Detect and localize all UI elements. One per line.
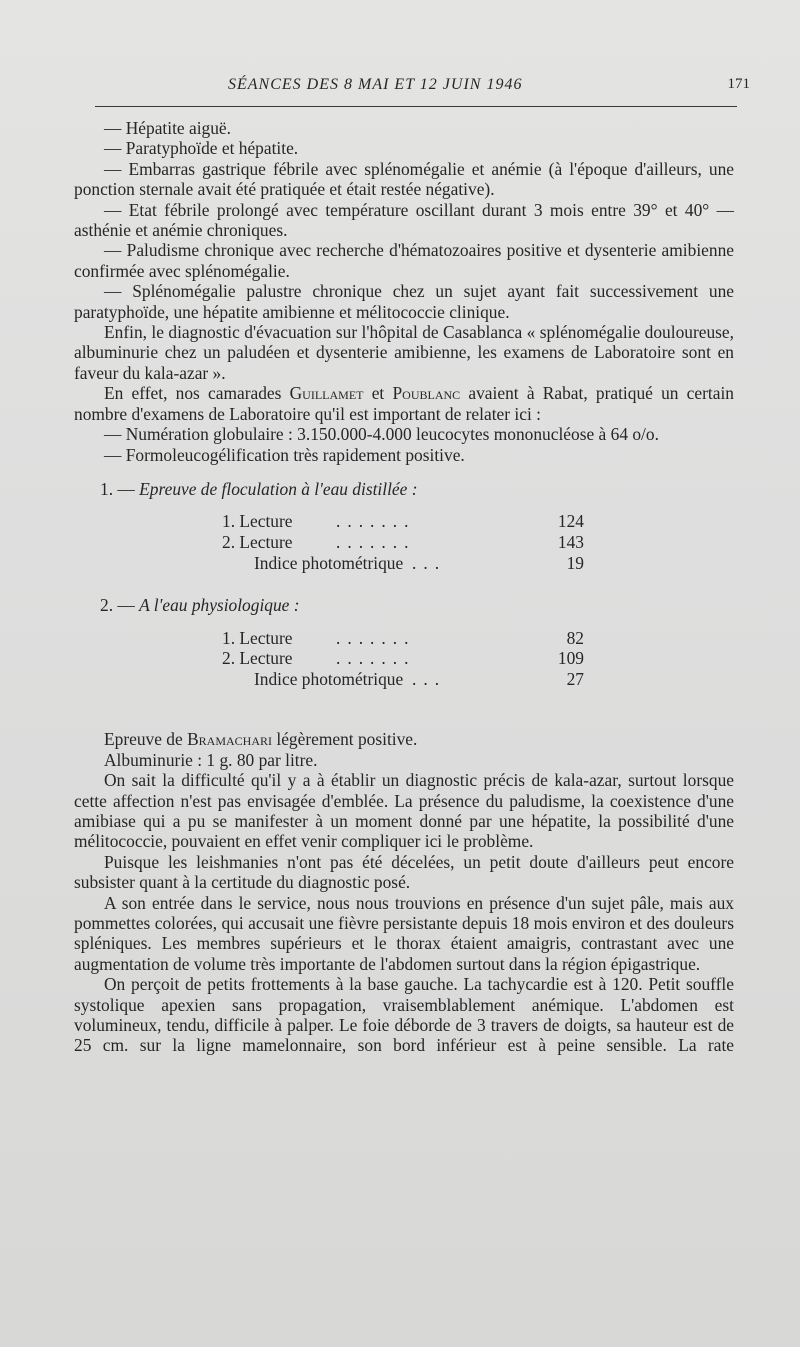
results-table-1 xyxy=(74,511,734,573)
paragraph: — Formoleucogélification très rapidement positive. xyxy=(104,444,465,465)
results-table-2 xyxy=(74,628,734,690)
text-run: légèrement positive. xyxy=(272,729,418,750)
row-value: 124 xyxy=(557,511,584,532)
header-title: SÉANCES DES 8 MAI ET 12 JUIN 1946 xyxy=(228,76,523,93)
leader-dots: ....... xyxy=(336,648,416,669)
paragraph-en-effet xyxy=(74,383,734,424)
leader-dots: ... xyxy=(412,668,447,689)
leader-dots: ....... xyxy=(336,627,416,648)
section-title: A l'eau physiologique : xyxy=(139,595,300,616)
table-row xyxy=(74,532,734,553)
row-label: 1. Lecture xyxy=(222,511,293,532)
paragraph: — Hépatite aiguë. xyxy=(104,118,231,138)
section-dash: — xyxy=(117,595,135,616)
row-label: 1. Lecture xyxy=(222,627,293,648)
row-value: 19 xyxy=(566,552,584,573)
leader-dots: ....... xyxy=(336,531,416,552)
body-text xyxy=(74,118,734,1056)
section-title: Epreuve de floculation à l'eau distillée : xyxy=(139,478,418,499)
running-header xyxy=(90,74,750,104)
row-label: 2. Lecture xyxy=(222,531,293,552)
text-run: Epreuve de xyxy=(104,729,188,750)
paragraph: A son entrée dans le service, nous nous trouvions en présence d'un sujet pâle, mais aux pommettes colorées, qui accusait une fièvre persistante depuis 18 mois environ et des douleurs spléniques. Les membres supérieurs et le thorax étaient amaigris, contrastant avec une augmentation de volume très importante de l'abdomen surtout dans la région épigastrique. xyxy=(74,892,734,974)
row-label: Indice photométrique xyxy=(254,552,404,573)
spacer xyxy=(74,689,734,729)
paragraph: — Paludisme chronique avec recherche d'hématozoaires positive et dysenterie amibienne confirmée avec splénomégalie. xyxy=(74,240,734,281)
paragraph: — Numération globulaire : 3.150.000-4.000 leucocytes mononucléose à 64 o/o. xyxy=(104,424,659,445)
row-label: Indice photométrique xyxy=(254,668,404,689)
leader-dots: ... xyxy=(412,552,447,573)
row-value: 109 xyxy=(557,648,584,669)
leader-dots: ....... xyxy=(336,511,416,532)
author-name: Bramachari xyxy=(187,729,273,750)
author-name: Guillamet xyxy=(289,383,364,404)
row-value: 143 xyxy=(557,531,584,552)
paragraph: Enfin, le diagnostic d'évacuation sur l'hôpital de Casablanca « splénomégalie douloureuse, albuminurie chez un paludéen et dysenterie amibienne, les examens de Laboratoire sont en faveur du kala-azar ». xyxy=(74,322,734,383)
author-name: Poublanc xyxy=(392,383,461,404)
paragraph: On sait la difficulté qu'il y a à établir un diagnostic précis de kala-azar, surtout lorsque cette affection n'est pas envisagée d'emblée. La présence du paludisme, la coexistence d'une amibiase qui a pu se manifester à un moment donné par une hépatite, la possibilité d'une mélitococcie, pouvaient en effet venir compliquer ici le problème. xyxy=(74,770,734,852)
table-row xyxy=(74,511,734,532)
paragraph: Puisque les leishmanies n'ont pas été décelées, un petit doute d'ailleurs peut encore subsister quant à la certitude du diagnostic posé. xyxy=(74,851,734,893)
section-dash: — xyxy=(117,478,135,499)
paragraph: On perçoit de petits frottements à la base gauche. La tachycardie est à 120. Petit souffle systolique apexien sans propagation, vraisemblablement anémique. L'abdomen est volumineux, tendu, difficile à palper. Le foie déborde de 3 travers de doigts, sa hauteur est de 25 cm. sur la ligne mamelonnaire, son bord inférieur est à peine sensible. La rate xyxy=(74,974,734,1056)
row-value: 82 xyxy=(566,627,584,648)
header-rule xyxy=(95,106,737,107)
paragraph: — Embarras gastrique fébrile avec splénomégalie et anémie (à l'époque d'ailleurs, une ponction sternale avait été pratiquée et était restée négative). xyxy=(74,158,734,200)
page-number: 171 xyxy=(727,76,750,92)
table-row xyxy=(74,669,734,690)
row-value: 27 xyxy=(566,668,584,689)
section-heading-2 xyxy=(100,595,734,615)
text-run: En effet, nos camarades xyxy=(104,383,290,404)
section-number: 1. xyxy=(100,478,114,499)
text-run: et xyxy=(363,383,393,404)
section-heading-1 xyxy=(100,479,734,499)
table-row xyxy=(74,628,734,649)
paragraph: — Splénomégalie palustre chronique chez un sujet ayant fait successivement une paratyphoïde, une hépatite amibienne et mélitococcie clinique. xyxy=(74,281,734,322)
section-number: 2. xyxy=(100,595,114,616)
table-row xyxy=(74,648,734,669)
text-run: avaient à Rabat, pratiqué un certain nombre d'examens de Laboratoire qu'il est important de relater ici : xyxy=(74,383,734,424)
paragraph-bramachari xyxy=(74,729,734,749)
row-label: 2. Lecture xyxy=(222,648,293,669)
paragraph: — Etat fébrile prolongé avec température oscillant durant 3 mois entre 39° et 40° — asthénie et anémie chroniques. xyxy=(74,199,734,241)
paragraph: Albuminurie : 1 g. 80 par litre. xyxy=(104,749,318,770)
table-row xyxy=(74,553,734,574)
paragraph: — Paratyphoïde et hépatite. xyxy=(104,138,299,159)
